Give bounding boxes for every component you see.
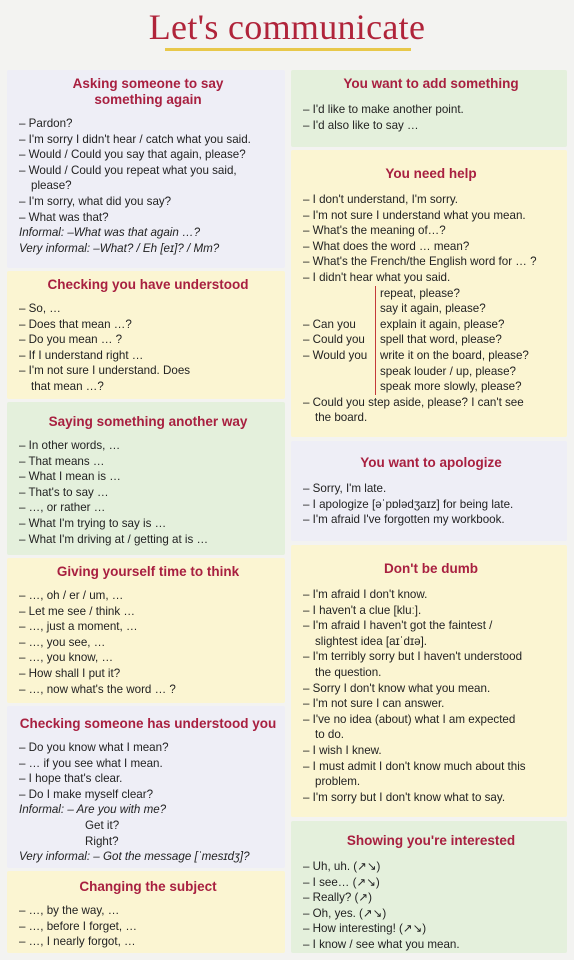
- phrase-line: – What does the word … mean?: [303, 239, 470, 253]
- phrase-line: – I don't understand, I'm sorry.: [303, 193, 459, 206]
- phrase-line: – …, you know, …: [19, 651, 114, 665]
- phrase-line: Informal: – Are you with me?: [19, 803, 167, 817]
- phrase-line: – I'm sorry I didn't hear / catch what you said.: [19, 132, 251, 146]
- phrase-line: please?: [31, 179, 72, 193]
- request-bracket: [375, 286, 529, 395]
- phrase-line: – Do I make myself clear?: [19, 787, 154, 801]
- phrase-line: – Uh, uh. (↗↘): [303, 860, 381, 873]
- section-add-something: [291, 70, 567, 147]
- phrase-line: – I'm sorry, what did you say?: [19, 194, 172, 208]
- phrase-line: – I hope that's clear.: [19, 772, 123, 786]
- phrase-line: – Can you: [303, 317, 356, 331]
- phrase-line: spell that word, please?: [380, 333, 502, 347]
- phrase-line: – I'm afraid I haven't got the faintest /: [303, 619, 493, 633]
- section-someone-understood: [7, 706, 285, 868]
- phrase-line: – I see… (↗↘): [303, 875, 380, 889]
- phrase-line: – In other words, …: [19, 439, 121, 452]
- phrase-line: – Sorry, I'm late.: [303, 482, 387, 495]
- phrase-line: – So, …: [19, 302, 61, 315]
- phrase-line: slightest idea [aɪˈdɪə].: [315, 634, 428, 648]
- phrase-line: – …, now what's the word … ?: [19, 682, 176, 696]
- phrase-line: – Would / Could you say that again, please?: [19, 148, 246, 162]
- phrase-line: – … if you see what I mean.: [19, 756, 163, 770]
- phrase-line: – Would you: [303, 348, 368, 362]
- phrase-line: – I'd also like to say …: [303, 118, 419, 132]
- phrase-line: – Pardon?: [19, 117, 73, 130]
- phrase-line: – Do you know what I mean?: [19, 741, 169, 754]
- section-heading: Checking someone has understood you: [19, 716, 277, 731]
- phrase-line: – I didn't hear what you said.: [303, 270, 451, 284]
- phrase-line: – How shall I put it?: [19, 666, 121, 680]
- phrase-line: repeat, please?: [380, 286, 460, 300]
- title-underline: [165, 48, 411, 51]
- request-bracket-group: [303, 286, 559, 395]
- phrase-line: that mean …?: [31, 379, 104, 393]
- phrase-line: – That means …: [19, 454, 105, 468]
- phrase-line: problem.: [315, 775, 361, 789]
- phrase-line: – I know / see what you mean.: [303, 937, 460, 951]
- phrase-line: speak louder / up, please?: [380, 364, 517, 378]
- phrase-line: Informal: –What was that again …?: [19, 226, 201, 240]
- section-dont-be-dumb: [291, 545, 567, 817]
- phrase-line: the board.: [315, 411, 368, 425]
- phrase-line: – That's to say …: [19, 485, 109, 499]
- section-heading: You want to add something: [343, 76, 519, 91]
- phrase-line: – …, or rather …: [19, 501, 106, 515]
- request-openers: [303, 317, 369, 364]
- phrase-line: – I must admit I don't know much about this: [303, 759, 526, 773]
- phrase-line: – What was that?: [19, 210, 109, 224]
- page-title: Let's communicate: [148, 7, 426, 47]
- section-asking-again: [7, 70, 285, 268]
- phrase-line: – What I'm trying to say is …: [19, 516, 167, 530]
- phrase-line: to do.: [315, 728, 345, 742]
- phrase-line: explain it again, please?: [380, 317, 505, 331]
- phrase-line: – …, just a moment, …: [19, 620, 138, 634]
- phrase-line: Very informal: –What? / Eh [eɪ]? / Mm?: [19, 241, 220, 255]
- section-heading: Changing the subject: [79, 879, 217, 894]
- phrase-line: Get it?: [85, 818, 120, 832]
- section-heading: Don't be dumb: [384, 561, 478, 576]
- phrase-line: – …, by the way, …: [19, 904, 120, 917]
- phrase-line: – Oh, yes. (↗↘): [303, 906, 387, 920]
- section-heading: You want to apologize: [360, 455, 502, 470]
- phrase-line: – I'm afraid I've forgotten my workbook.: [303, 513, 505, 527]
- section-heading: You need help: [385, 166, 477, 181]
- phrase-line: – Do you mean … ?: [19, 333, 123, 347]
- phrase-line: – Does that mean …?: [19, 317, 132, 331]
- phrase-line: – I wish I knew.: [303, 743, 382, 757]
- phrase-line: Very informal: – Got the message [ˈmesɪdʒ]?: [19, 850, 250, 864]
- phrase-line: – I'm sorry but I don't know what to say.: [303, 790, 506, 804]
- phrase-line: – …, I nearly forgot, …: [19, 935, 136, 949]
- phrase-line: write it on the board, please?: [380, 348, 529, 362]
- phrase-line: – Would / Could you repeat what you said,: [19, 163, 237, 177]
- section-apologize: [291, 441, 567, 541]
- phrase-line: – I'm terribly sorry but I haven't understood: [303, 650, 523, 664]
- section-another-way: [7, 402, 285, 555]
- section-time-to-think: [7, 558, 285, 703]
- phrase-line: – I haven't a clue [kluː].: [303, 603, 422, 617]
- phrase-line: – …, you see, …: [19, 635, 106, 649]
- phrase-line: – Could you: [303, 333, 365, 347]
- section-heading: Checking you have understood: [47, 277, 249, 292]
- phrase-line: – I'm not sure I can answer.: [303, 697, 445, 711]
- section-heading: Showing you're interested: [346, 833, 516, 848]
- phrase-line: – What I mean is …: [19, 470, 121, 484]
- phrase-line: – What's the French/the English word for … ?: [303, 255, 537, 269]
- phrase-line: – Could you step aside, please? I can't see: [303, 395, 524, 409]
- phrase-line: – …, oh / er / um, …: [19, 589, 124, 602]
- phrase-line: – I'm not sure I understand what you mean.: [303, 208, 526, 222]
- phrase-line: – I'm afraid I don't know.: [303, 588, 428, 601]
- section-heading: Saying something another way: [48, 414, 248, 429]
- section-changing-subject: [7, 871, 285, 953]
- phrase-line: – I'd like to make another point.: [303, 103, 464, 116]
- phrase-line: speak more slowly, please?: [380, 380, 522, 394]
- phrase-line: – How interesting! (↗↘): [303, 922, 427, 936]
- section-heading: Asking someone to say something again: [72, 76, 224, 107]
- phrase-line: – What's the meaning of…?: [303, 224, 446, 238]
- phrase-line: Right?: [85, 834, 119, 848]
- phrase-line: – If I understand right …: [19, 348, 144, 362]
- phrase-line: – What I'm driving at / getting at is …: [19, 532, 209, 546]
- phrase-line: – …, before I forget, …: [19, 919, 137, 933]
- section-checking-understood: [7, 271, 285, 399]
- phrase-line: – I've no idea (about) what I am expected: [303, 712, 516, 726]
- phrase-line: – Let me see / think …: [19, 604, 135, 618]
- section-heading: Giving yourself time to think: [56, 564, 240, 579]
- phrase-line: – I apologize [əˈpɒlədʒaɪz] for being late.: [303, 497, 514, 511]
- section-need-help: [291, 150, 567, 437]
- section-showing-interest: [291, 821, 567, 953]
- phrase-line: – Really? (↗): [303, 891, 372, 905]
- phrase-line: – I'm not sure I understand. Does: [19, 364, 191, 378]
- phrase-line: the question.: [315, 665, 382, 679]
- phrase-line: – Sorry I don't know what you mean.: [303, 681, 491, 695]
- phrase-line: say it again, please?: [380, 302, 486, 316]
